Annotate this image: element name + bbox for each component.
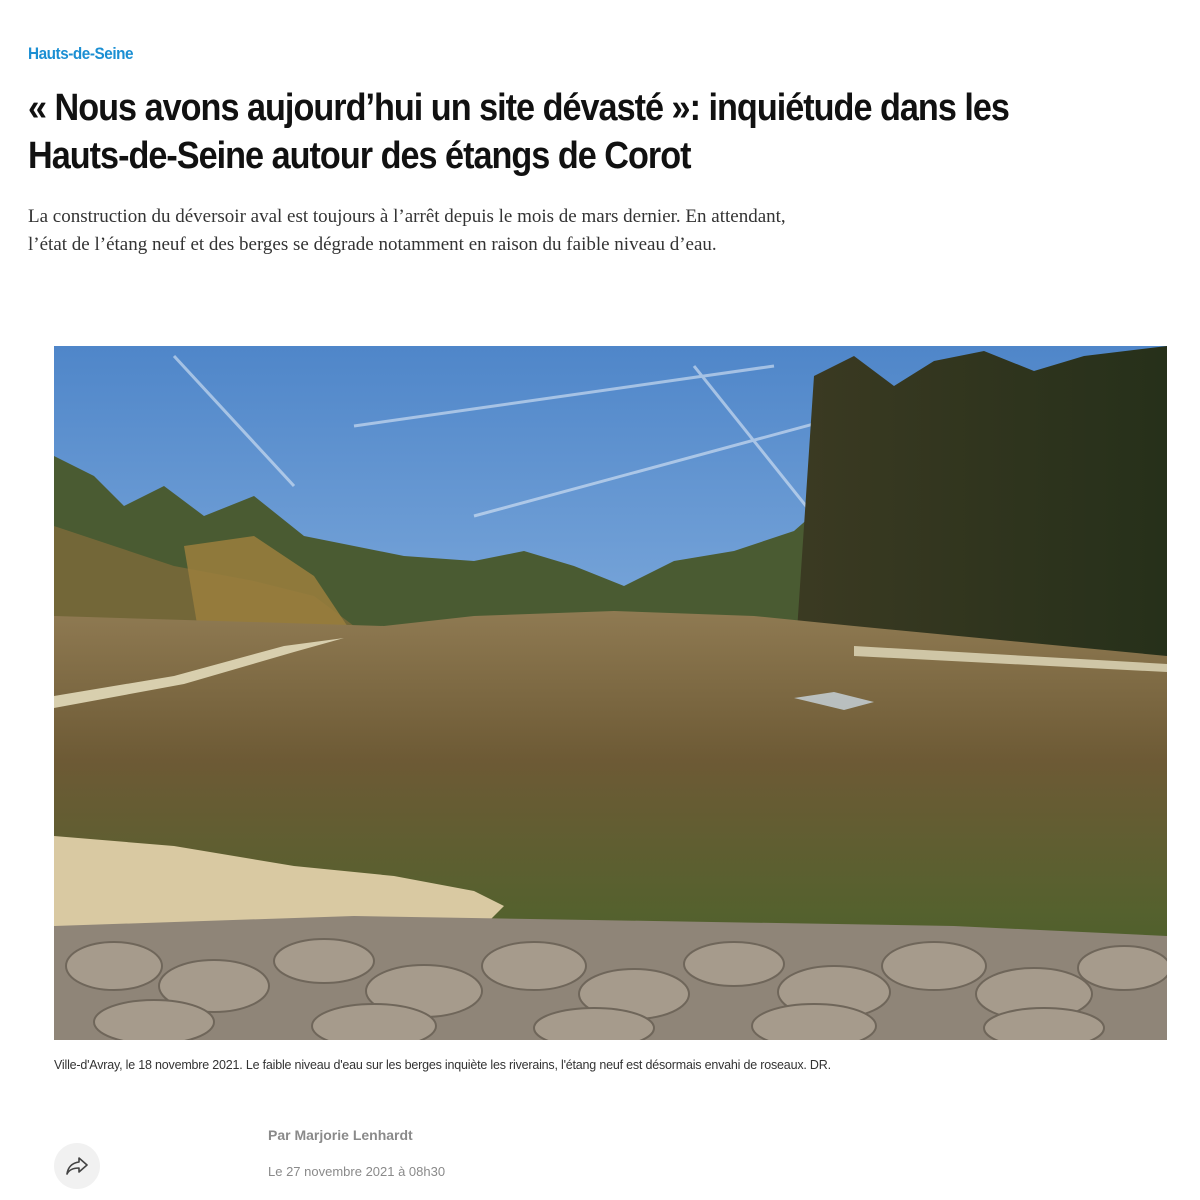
article-headline: « Nous avons aujourd’hui un site dévasté »: inquiétude dans les Hauts-de-Seine autour des étangs de Corot <box>28 87 1009 177</box>
share-arrow-icon <box>66 1157 88 1175</box>
author-byline: Par Marjorie Lenhardt <box>268 1127 413 1143</box>
article-lead: La construction du déversoir aval est toujours à l’arrêt depuis le mois de mars dernier. En attendant, l’état de l’étang neuf et des berges se dégrade notamment en raison du faible niveau d’eau. <box>28 206 786 255</box>
publish-date: Le 27 novembre 2021 à 08h30 <box>268 1164 446 1179</box>
share-button[interactable] <box>54 1143 100 1189</box>
section-link[interactable]: Hauts-de-Seine <box>28 44 134 63</box>
article-photo <box>54 346 1167 1040</box>
photo-caption: Ville-d'Avray, le 18 novembre 2021. Le faible niveau d'eau sur les berges inquiète les riverains, l'étang neuf est désormais envahi de roseaux. DR. <box>54 1058 831 1072</box>
